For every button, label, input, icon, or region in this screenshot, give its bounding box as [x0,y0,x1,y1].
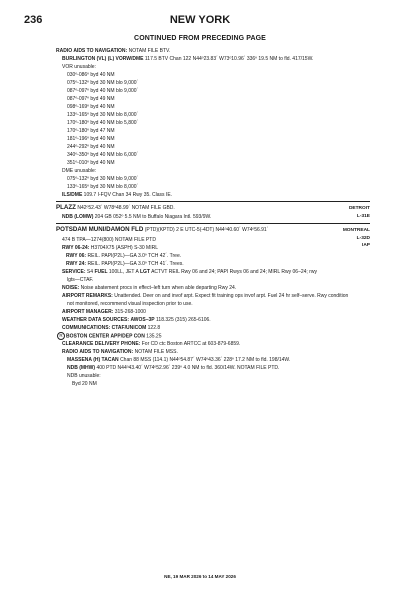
comm-ctaf: CTAF/UNICOM [111,325,147,331]
comm-line [62,324,348,332]
ils-line [62,191,172,199]
rwy24-label: RWY 24: [66,261,87,267]
vor-line: 170º-180º byd 47 NM [67,128,115,134]
nav-aids-value: NOTAM FILE BTV. [128,48,171,54]
remarks-value: Unattended. Deer on and invof arpt. Expect fit training ops invof arpt. Fuel 24 hr self–serve. Rwy condition [114,293,349,299]
ndb-unusable-value: Byd 20 NM [72,381,97,388]
continued-heading: CONTINUED FROM PRECEDING PAGE [134,35,266,42]
dme-line: DME unusable: [62,168,97,174]
fuel-label: FUEL [94,269,108,275]
service-line [62,268,348,276]
service-label: SERVICE: [62,269,86,275]
potsdam-name: POTSDAM MUNI/DAMON FLD [56,226,144,233]
vor-line: 181º-196º byd 40 NM [67,136,115,142]
plazz-ndb-value: 204 GB 052º 5.5 NM to Buffalo Niagara Intl. 593/9W. [94,214,212,220]
section-divider [56,223,370,224]
rwy06-line [62,252,348,260]
service-continued: lgts—CTAF. [67,277,94,283]
potsdam-heading [56,226,268,233]
ils-value: 109.7 I-FQV Chan 34 Rwy 35. Class IE. [83,192,173,198]
lgt-label: LGT [139,269,150,275]
potsdam-ndb-line [62,364,348,372]
potsdam-nav-line [62,348,348,356]
boston-value: 135.25 [146,333,162,340]
weather-awos: AWOS–3P [130,317,155,323]
massena-value: Chan 88 MSS (114.1) N44º54.87´ W74º43.36´ 228º 17.2 NM to fld. 198/14W. [120,357,291,364]
noise-line [62,284,348,292]
nav-aids-label: RADIO AIDS TO NAVIGATION: [56,48,128,54]
plazz-ref-l31e: L-31E [356,213,370,219]
noise-label: NOISE: [62,285,80,291]
comm-value: 122.8 [147,325,161,331]
plazz-heading [56,204,175,211]
plazz-ref-detroit: DETROIT [348,206,370,211]
potsdam-ref-iap: IAP [362,243,370,249]
vor-line: 170º-180º byd 40 NM blo 5,800´ [67,120,139,126]
vor-line: 133º-165º byd 30 NM blo 8,000´ [67,112,139,118]
vor-line: VOR unusable: [62,64,96,70]
potsdam-ndb-label: NDB (MHW) [67,365,96,372]
clearance-label: CLEARANCE DELIVERY PHONE: [62,341,141,348]
page-number: 236 [24,14,43,26]
comm-label: COMMUNICATIONS: [62,325,111,331]
vor-line: 087º-097º byd 40 NM blo 9,000´ [67,88,139,94]
vor-line: 087º-097º byd 49 NM [67,96,115,102]
lgt-value: ACTVT REIL Rwy 06 and 24; PAPI Rwys 06 and 24; MIRL Rwy 06–24; rwy [151,269,317,275]
rwy24-value: REIL. PAPI(P2L)—GA 3.0º TCH 41´. Trees. [87,261,184,267]
ils-label: ILS/DME [62,192,83,198]
burlington-vor-line [62,55,313,63]
clearance-line [62,340,348,348]
manager-line [62,308,348,316]
state-title: NEW YORK [169,14,231,26]
nav-aids-line [56,47,170,55]
weather-label: WEATHER DATA SOURCES: [62,317,130,323]
section-divider [56,201,370,202]
radar-circle-icon: R [57,332,65,340]
dme-line: 133º-165º byd 30 NM blo 8,000´ [67,184,139,190]
plazz-name: PLAZZ [56,204,76,211]
vor-line: 244º-292º byd 40 NM [67,144,115,150]
potsdam-ndb-value: 400 PTD N44º43.40´ W74º52.96´ 239º 4.0 NM to fld. 360/14W. NOTAM FILE PTD. [96,365,280,372]
vor-line: 098º-169º byd 40 NM [67,104,115,110]
potsdam-ref-l32d: L-32D [356,235,370,241]
massena-label: MASSENA (H) TACAN [67,357,119,364]
dme-line: 075º-132º byd 30 NM blo 9,000´ [67,176,139,182]
potsdam-nav-label: RADIO AIDS TO NAVIGATION: [62,349,134,356]
vor-line: 351º-010º byd 40 NM [67,160,115,166]
vor-unusable-list [62,63,138,191]
runway-value: H3704X75 (ASPH) S-30 MIRL [90,245,158,251]
rwy24-line [62,260,348,268]
vor-line: 075º-132º byd 30 NM blo 9,000´ [67,80,139,86]
clearance-value: For CD ctc Boston ARTCC at 603-879-6859. [141,341,241,348]
remarks-line [62,292,348,300]
runway-line [62,244,348,252]
weather-line [62,316,348,324]
ndb-unusable-line: NDB unusable: [67,373,101,380]
boston-label: BOSTON CENTER APP/DEP CON [66,333,145,340]
footer-effective-dates: NE, 19 MAR 2026 to 14 MAY 2026 [164,574,236,579]
plazz-coords: N42º52.43´ W78º48.99´ NOTAM FILE GBD. [77,205,175,211]
remarks-label: AIRPORT REMARKS: [62,293,113,299]
runway-label: RWY 06-24: [62,245,90,251]
fuel-value: 100LL, JET A [108,269,139,275]
remarks-continued: not monitored, recommend visual inspection prior to use. [67,301,193,307]
rwy06-value: REIL. PAPI(P2L)—GA 3.0º TCH 42´. Tree. [87,253,182,259]
plazz-ndb-line [62,213,211,221]
potsdam-nav-value: NOTAM FILE MSS. [134,349,178,356]
boston-line [57,332,348,340]
elevation-line: 474 B TPA—1274(800) NOTAM FILE PTD [62,237,156,243]
potsdam-body [59,236,349,388]
noise-value: Noise abatement procs in effect–left turn when able departing Rwy 24. [80,285,237,291]
massena-line [62,356,348,364]
vor-line: 030º-086º byd 40 NM [67,72,115,78]
manager-label: AIRPORT MANAGER: [62,309,114,315]
plazz-chart-refs [349,205,370,220]
service-s4: S4 [86,269,94,275]
potsdam-ref-montreal: MONTREAL [342,228,370,233]
plazz-ndb-label: NDB (LOMW) [62,214,94,220]
rwy06-label: RWY 06: [66,253,87,259]
manager-value: 315-268-1000 [114,309,146,315]
vor-line: 340º-350º byd 40 NM blo 6,000´ [67,152,139,158]
burlington-vor-label: BURLINGTON (VL) (L) VORW/DME [62,56,144,62]
weather-value: 118.325 (315) 265-6106. [156,317,211,323]
potsdam-ident: (PTD)(KPTD) 2 E UTC-5(-4DT) N44º40.60´ W74º56.91´ [144,227,269,233]
burlington-vor-value: 117.5 BTV Chan 122 N44º23.83´ W73º10.96´ 336º 19.5 NM to fld. 417/15W. [144,56,314,62]
